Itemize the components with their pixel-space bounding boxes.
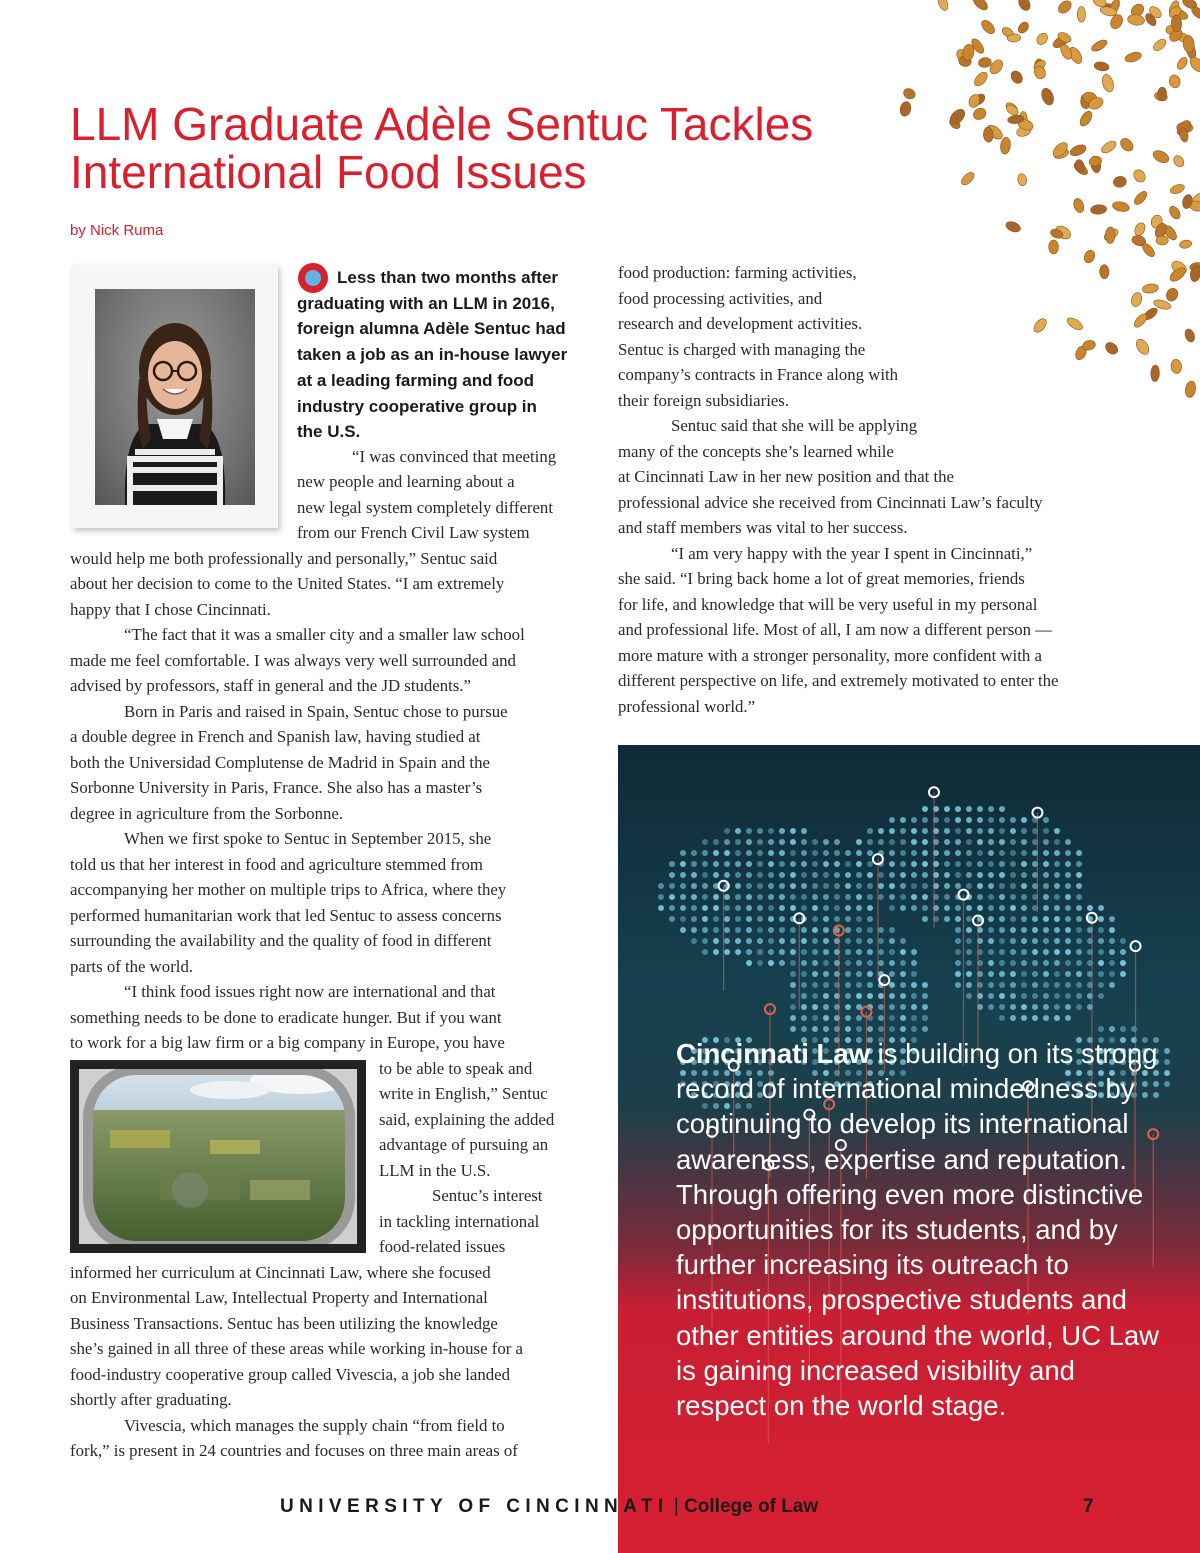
title-line-2: International Food Issues <box>70 146 587 198</box>
body-line: Sentuc’s interest <box>432 1186 543 1205</box>
body-line: made me feel comfortable. I was always very well surrounded and <box>70 651 516 670</box>
body-line: about her decision to come to the United States. “I am extremely <box>70 574 505 593</box>
body-line: new people and learning about a <box>297 472 515 491</box>
body-line: shortly after graduating. <box>70 1390 232 1409</box>
body-line: Vivescia, which manages the supply chain “from field to <box>124 1416 505 1435</box>
body-line: research and development activities. <box>618 314 863 333</box>
body-line: told us that her interest in food and agriculture stemmed from <box>70 855 483 874</box>
body-line: parts of the world. <box>70 957 194 976</box>
body-line: food production: farming activities, <box>618 263 857 282</box>
body-line: for life, and knowledge that will be very useful in my personal <box>618 595 1038 614</box>
title-line-1: LLM Graduate Adèle Sentuc Tackles <box>70 98 814 150</box>
body-line: in tackling international <box>379 1212 540 1231</box>
byline: by Nick Ruma <box>70 222 164 239</box>
body-line: different perspective on life, and extremely motivated to enter the <box>618 671 1059 690</box>
body-line: company’s contracts in France along with <box>618 365 899 384</box>
body-line: food processing activities, and <box>618 289 823 308</box>
callout-strong: Cincinnati Law <box>676 1038 871 1069</box>
body-line: “The fact that it was a smaller city and a smaller law school <box>124 625 525 644</box>
body-line: professional advice she received from Cincinnati Law’s faculty <box>618 493 1043 512</box>
wheat-grains-image <box>900 0 1200 420</box>
footer-college: College of Law <box>684 1496 819 1517</box>
body-line: their foreign subsidiaries. <box>618 391 790 410</box>
page-number: 7 <box>1083 1496 1094 1517</box>
body-line: she said. “I bring back home a lot of great memories, friends <box>618 569 1025 588</box>
body-line: new legal system completely different <box>297 498 553 517</box>
body-line: Sentuc is charged with managing the <box>618 340 866 359</box>
body-line: When we first spoke to Sentuc in September 2015, she <box>124 829 492 848</box>
body-line: Business Transactions. Sentuc has been utilizing the knowledge <box>70 1314 498 1333</box>
body-line: degree in agriculture from the Sorbonne. <box>70 804 344 823</box>
body-line: Born in Paris and raised in Spain, Sentuc chose to pursue <box>124 702 508 721</box>
body-line: Sorbonne University in Paris, France. She also has a master’s <box>70 778 483 797</box>
body-line: advantage of pursuing an <box>379 1135 549 1154</box>
lead-paragraph: Less than two months after graduating with an LLM in 2016, foreign alumna Adèle Sentuc had taken a job as an in-house lawyer at a leading farming and food industry cooperative group in the U.S. <box>297 268 568 442</box>
body-line: advised by professors, staff in general and the JD students.” <box>70 676 471 695</box>
body-line: to be able to speak and <box>379 1059 533 1078</box>
body-line: LLM in the U.S. <box>379 1161 491 1180</box>
body-line: and professional life. Most of all, I am now a different person — <box>618 620 1053 639</box>
body-line: accompanying her mother on multiple trips to Africa, where they <box>70 880 507 899</box>
body-line: to work for a big law firm or a big company in Europe, you have <box>70 1033 505 1052</box>
airplane-window-photo <box>70 1060 366 1253</box>
body-line: at Cincinnati Law in her new position and that the <box>618 467 955 486</box>
body-line: happy that I chose Cincinnati. <box>70 600 271 619</box>
body-line: “I think food issues right now are international and that <box>124 982 496 1001</box>
body-line: informed her curriculum at Cincinnati Law, where she focused <box>70 1263 491 1282</box>
body-line: professional world.” <box>618 697 756 716</box>
body-line: many of the concepts she’s learned while <box>618 442 894 461</box>
body-line: from our French Civil Law system <box>297 523 530 542</box>
body-line: she’s gained in all three of these areas while working in-house for a <box>70 1339 523 1358</box>
body-line: a double degree in French and Spanish law, having studied at <box>70 727 481 746</box>
page-footer <box>280 1496 1110 1524</box>
body-line: more mature with a stronger personality, more confident with a <box>618 646 1042 665</box>
callout-text <box>676 1036 1166 1423</box>
body-line: food-industry cooperative group called Vivescia, a job she landed <box>70 1365 510 1384</box>
body-line: write in English,” Sentuc <box>379 1084 548 1103</box>
footer-university: UNIVERSITY OF CINCINNATI <box>280 1496 669 1517</box>
body-line: fork,” is present in 24 countries and focuses on three main areas of <box>70 1441 518 1460</box>
body-line: said, explaining the added <box>379 1110 555 1129</box>
body-line: and staff members was vital to her success. <box>618 518 908 537</box>
callout-body: is building on its strong record of international mindedness by continuing to develop its international awareness, expertise and reputation. Through offering even more distinctive opportunities for its students, and by further increasing its outreach to institutions, prospective students and other entities around the world, UC Law is gaining increased visibility and respect on the world stage. <box>676 1038 1160 1422</box>
body-line: Sentuc said that she will be applying <box>671 416 918 435</box>
body-line: would help me both professionally and personally,” Sentuc said <box>70 549 498 568</box>
body-line: “I was convinced that meeting <box>352 447 557 466</box>
portrait-photo <box>95 289 255 505</box>
body-line: surrounding the availability and the quality of food in different <box>70 931 492 950</box>
footer-separator: | <box>668 1496 685 1517</box>
body-line: food-related issues <box>379 1237 506 1256</box>
body-line: performed humanitarian work that led Sentuc to assess concerns <box>70 906 502 925</box>
body-line: “I am very happy with the year I spent in Cincinnati,” <box>671 544 1033 563</box>
body-line: something needs to be done to eradicate hunger. But if you want <box>70 1008 502 1027</box>
body-line: both the Universidad Complutense de Madrid in Spain and the <box>70 753 490 772</box>
body-line: on Environmental Law, Intellectual Property and International <box>70 1288 488 1307</box>
article-title <box>70 100 900 196</box>
